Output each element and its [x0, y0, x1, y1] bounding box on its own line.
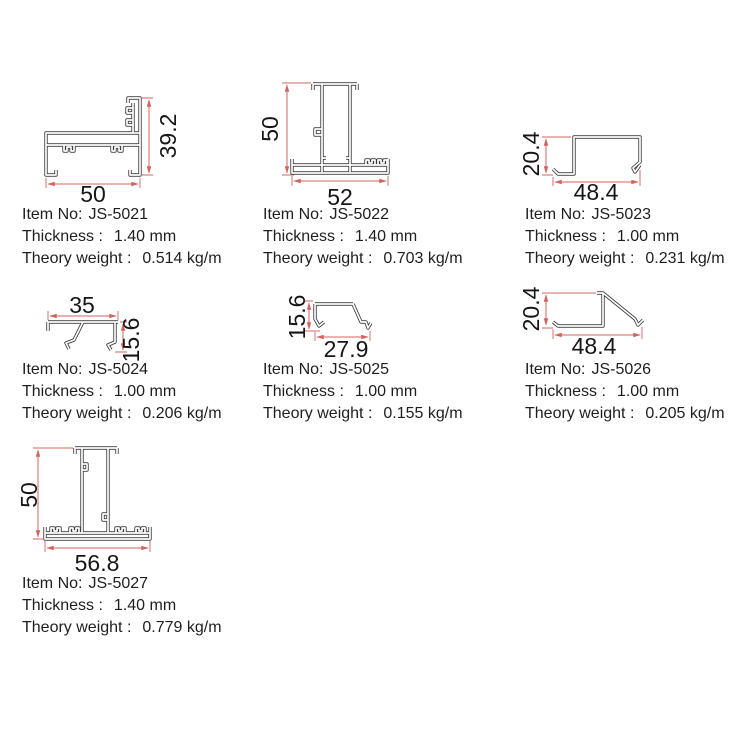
- item-no-label: Item No:: [22, 206, 83, 223]
- item-no-value: JS-5021: [88, 206, 149, 223]
- item-no-label: Item No:: [263, 206, 324, 223]
- width-dimension-label: 52: [327, 184, 353, 210]
- thickness-value: 1.40 mm: [354, 228, 418, 245]
- item-no-value: JS-5023: [591, 206, 652, 223]
- profile-cross-section-drawing: [28, 442, 160, 557]
- theory-weight-label: Theory weight :: [22, 619, 132, 636]
- height-dimension-label: 15.6: [118, 317, 144, 363]
- width-dimension-label: 50: [80, 181, 106, 207]
- item-no-line: [22, 573, 222, 595]
- item-no-value: JS-5024: [88, 361, 149, 378]
- height-dimension-label: 15.6: [284, 294, 310, 340]
- theory-weight-line: [22, 617, 222, 639]
- thickness-value: 1.00 mm: [113, 383, 177, 400]
- thickness-label: Thickness :: [263, 383, 344, 400]
- width-dimension-label: 48.4: [573, 179, 619, 205]
- thickness-value: 1.00 mm: [354, 383, 418, 400]
- item-no-label: Item No:: [22, 575, 83, 592]
- theory-weight-label: Theory weight :: [525, 250, 635, 267]
- height-dimension-label: 50: [16, 482, 42, 508]
- item-no-label: Item No:: [263, 361, 324, 378]
- theory-weight-value: 0.206 kg/m: [142, 405, 222, 422]
- theory-weight-value: 0.205 kg/m: [645, 405, 725, 422]
- thickness-value: 1.00 mm: [616, 383, 680, 400]
- height-dimension-label: 20.4: [518, 131, 544, 177]
- item-no-label: Item No:: [525, 206, 586, 223]
- thickness-label: Thickness :: [525, 228, 606, 245]
- item-info: [22, 573, 222, 639]
- theory-weight-value: 0.514 kg/m: [142, 250, 222, 267]
- thickness-value: 1.00 mm: [616, 228, 680, 245]
- thickness-label: Thickness :: [22, 597, 103, 614]
- thickness-value: 1.40 mm: [113, 228, 177, 245]
- width-dimension-label: 56.8: [74, 550, 120, 576]
- width-dimension-label: 27.9: [323, 336, 369, 362]
- item-no-label: Item No:: [525, 361, 586, 378]
- item-no-label: Item No:: [22, 361, 83, 378]
- width-dimension-label: 35: [69, 292, 95, 318]
- theory-weight-label: Theory weight :: [263, 405, 373, 422]
- height-dimension-label: 20.4: [518, 286, 544, 332]
- theory-weight-label: Theory weight :: [22, 405, 132, 422]
- thickness-line: [22, 595, 222, 617]
- theory-weight-value: 0.155 kg/m: [383, 405, 463, 422]
- theory-weight-value: 0.779 kg/m: [142, 619, 222, 636]
- item-no-value: JS-5025: [329, 361, 390, 378]
- theory-weight-label: Theory weight :: [22, 250, 132, 267]
- thickness-label: Thickness :: [525, 383, 606, 400]
- height-dimension-label: 39.2: [155, 113, 181, 159]
- theory-weight-value: 0.231 kg/m: [645, 250, 725, 267]
- item-no-value: JS-5022: [329, 206, 390, 223]
- item-no-value: JS-5026: [591, 361, 652, 378]
- thickness-label: Thickness :: [263, 228, 344, 245]
- theory-weight-label: Theory weight :: [263, 250, 373, 267]
- thickness-label: Thickness :: [22, 228, 103, 245]
- height-dimension-label: 50: [257, 116, 283, 142]
- thickness-value: 1.40 mm: [113, 597, 177, 614]
- width-dimension-label: 48.4: [571, 333, 617, 359]
- thickness-label: Thickness :: [22, 383, 103, 400]
- theory-weight-label: Theory weight :: [525, 405, 635, 422]
- theory-weight-value: 0.703 kg/m: [383, 250, 463, 267]
- item-no-value: JS-5027: [88, 575, 149, 592]
